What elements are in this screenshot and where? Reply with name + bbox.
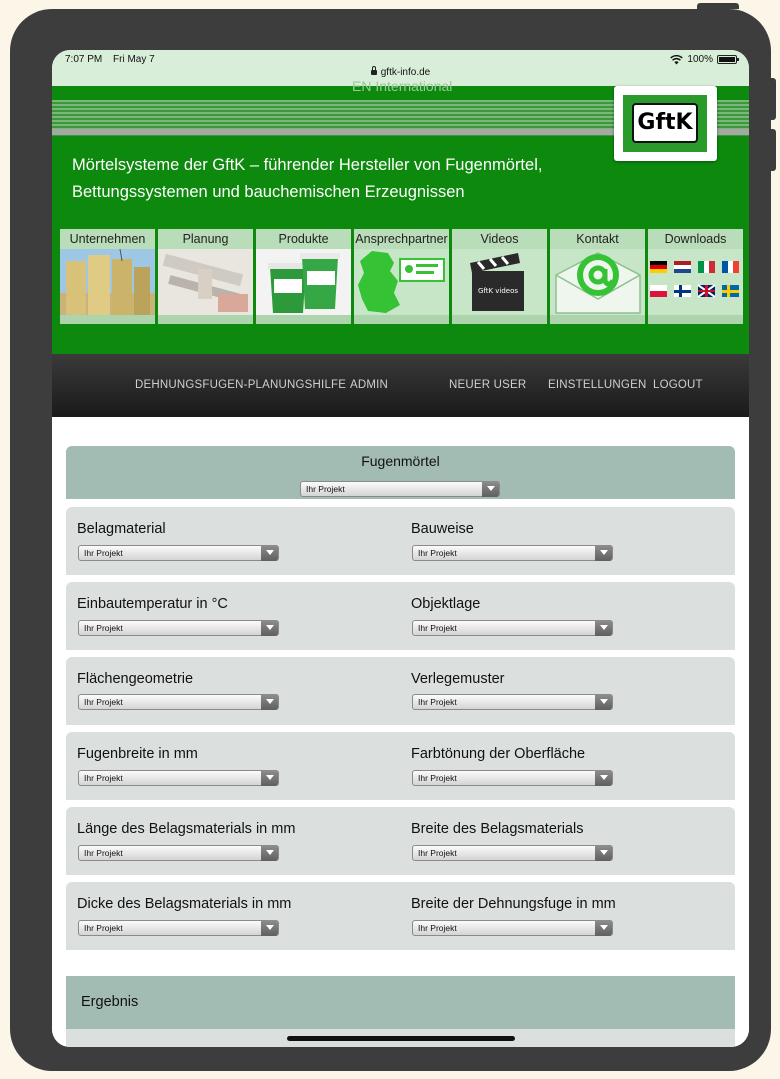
chevron-down-icon [261, 845, 278, 861]
tile-planung[interactable] [158, 229, 253, 324]
nav-neuer-user[interactable]: NEUER USER [449, 379, 527, 391]
gftk-logo[interactable] [614, 86, 717, 161]
product-buckets-image [256, 249, 351, 315]
form-row [66, 507, 735, 575]
field-label: Einbautemperatur in °C [77, 596, 228, 612]
tile-label: Videos [452, 229, 547, 249]
select-value: Ihr Projekt [84, 623, 123, 633]
chevron-down-icon [482, 481, 499, 497]
einbautemperatur-select[interactable] [78, 620, 279, 636]
chevron-down-icon [595, 545, 612, 561]
device-volume-down-button [771, 129, 776, 171]
chevron-down-icon [595, 770, 612, 786]
logo-text: GftK [632, 103, 698, 143]
chevron-down-icon [261, 620, 278, 636]
chevron-down-icon [261, 545, 278, 561]
tile-foot [550, 315, 645, 324]
select-value: Ihr Projekt [418, 848, 457, 858]
tile-videos[interactable] [452, 229, 547, 324]
nav-einstellungen[interactable]: EINSTELLUNGEN [548, 379, 647, 391]
germany-map-image [354, 249, 449, 315]
tile-label: Kontakt [550, 229, 645, 249]
tile-unternehmen[interactable] [60, 229, 155, 324]
bauweise-select[interactable] [412, 545, 613, 561]
tile-downloads[interactable] [648, 229, 743, 324]
fugenbreite-select[interactable] [78, 770, 279, 786]
select-value: Ihr Projekt [418, 548, 457, 558]
form-row [66, 882, 735, 950]
dehnungsfuge-breite-select[interactable] [412, 920, 613, 936]
nav-planungshilfe[interactable]: DEHNUNGSFUGEN-PLANUNGSHILFE [135, 379, 347, 391]
field-label: Objektlage [411, 596, 481, 612]
clapper-text: GftK videos [477, 287, 519, 295]
tile-foot [354, 315, 449, 324]
envelope-at-icon [550, 249, 645, 315]
belag-dicke-select[interactable] [78, 920, 279, 936]
nav-admin[interactable]: ADMIN [350, 379, 389, 391]
tile-label: Unternehmen [60, 229, 155, 249]
belag-laenge-select[interactable] [78, 845, 279, 861]
status-time: 7:07 PM [65, 54, 103, 65]
field-label: Breite des Belagsmaterials [411, 821, 584, 837]
field-label: Flächengeometrie [77, 671, 194, 687]
select-value: Ihr Projekt [418, 773, 457, 783]
clapperboard-icon [452, 249, 547, 315]
nav-logout[interactable]: LOGOUT [653, 379, 703, 391]
tile-foot [158, 315, 253, 324]
tile-label: Downloads [648, 229, 743, 249]
site-tagline: Mörtelsysteme der GftK – führender Hersteller von Fugenmörtel, Bettungssystemen und bauchemischen Erzeugnissen [72, 156, 543, 201]
field-label: Bauweise [411, 521, 474, 537]
url-text: gftk-info.de [380, 67, 431, 78]
select-value: Ihr Projekt [84, 923, 123, 933]
chevron-down-icon [595, 920, 612, 936]
chevron-down-icon [595, 620, 612, 636]
chevron-down-icon [261, 770, 278, 786]
device-volume-up-button [771, 78, 776, 120]
lock-icon [371, 70, 377, 75]
home-indicator[interactable] [287, 1036, 515, 1041]
chevron-down-icon [595, 845, 612, 861]
international-link[interactable]: EN International [352, 78, 453, 94]
chevron-down-icon [261, 920, 278, 936]
tile-kontakt[interactable] [550, 229, 645, 324]
planning-image [158, 249, 253, 315]
project-select[interactable] [300, 481, 500, 497]
tile-foot [60, 315, 155, 324]
tile-label: Produkte [256, 229, 351, 249]
main-nav [52, 354, 749, 417]
screen [52, 50, 749, 1047]
form-row [66, 807, 735, 875]
flags-image [648, 249, 743, 315]
tile-label: Planung [158, 229, 253, 249]
select-value: Ihr Projekt [306, 484, 345, 494]
form-row [66, 657, 735, 725]
category-tiles [60, 229, 743, 324]
flaechengeometrie-select[interactable] [78, 694, 279, 710]
ergebnis-title: Ergebnis [81, 994, 139, 1010]
belag-breite-select[interactable] [412, 845, 613, 861]
fugenmoertel-header [66, 446, 735, 499]
field-label: Dicke des Belagsmaterials in mm [77, 896, 292, 912]
chevron-down-icon [261, 694, 278, 710]
tile-foot [452, 315, 547, 324]
tile-ansprechpartner[interactable] [354, 229, 449, 324]
select-value: Ihr Projekt [84, 697, 123, 707]
main-content [52, 417, 749, 1047]
select-value: Ihr Projekt [418, 623, 457, 633]
site-header [52, 78, 749, 354]
field-label: Fugenbreite in mm [77, 746, 198, 762]
select-value: Ihr Projekt [418, 697, 457, 707]
silo-image [60, 249, 155, 315]
farbtoenung-select[interactable] [412, 770, 613, 786]
ergebnis-header [66, 976, 735, 1029]
logo-green-frame [623, 95, 707, 152]
select-value: Ihr Projekt [418, 923, 457, 933]
field-label: Länge des Belagsmaterials in mm [77, 821, 296, 837]
belagmaterial-select[interactable] [78, 545, 279, 561]
select-value: Ihr Projekt [84, 548, 123, 558]
objektlage-select[interactable] [412, 620, 613, 636]
field-label: Belagmaterial [77, 521, 166, 537]
status-date: Fri May 7 [113, 54, 155, 65]
status-right [670, 54, 737, 65]
form-row [66, 582, 735, 650]
battery-icon [717, 55, 737, 64]
chevron-down-icon [595, 694, 612, 710]
field-label: Breite der Dehnungsfuge in mm [411, 896, 616, 912]
tile-foot [256, 315, 351, 324]
verlegemuster-select[interactable] [412, 694, 613, 710]
tile-produkte[interactable] [256, 229, 351, 324]
form-row [66, 732, 735, 800]
battery-percent: 100% [687, 54, 713, 65]
field-label: Verlegemuster [411, 671, 505, 687]
tile-label: Ansprechpartner [354, 229, 449, 249]
wifi-icon [670, 55, 683, 65]
tile-foot [648, 315, 743, 324]
form-title: Fugenmörtel [361, 453, 440, 469]
field-label: Farbtönung der Oberfläche [411, 746, 586, 762]
select-value: Ihr Projekt [84, 773, 123, 783]
tablet-frame [10, 9, 771, 1071]
address-bar[interactable] [52, 67, 749, 78]
select-value: Ihr Projekt [84, 848, 123, 858]
